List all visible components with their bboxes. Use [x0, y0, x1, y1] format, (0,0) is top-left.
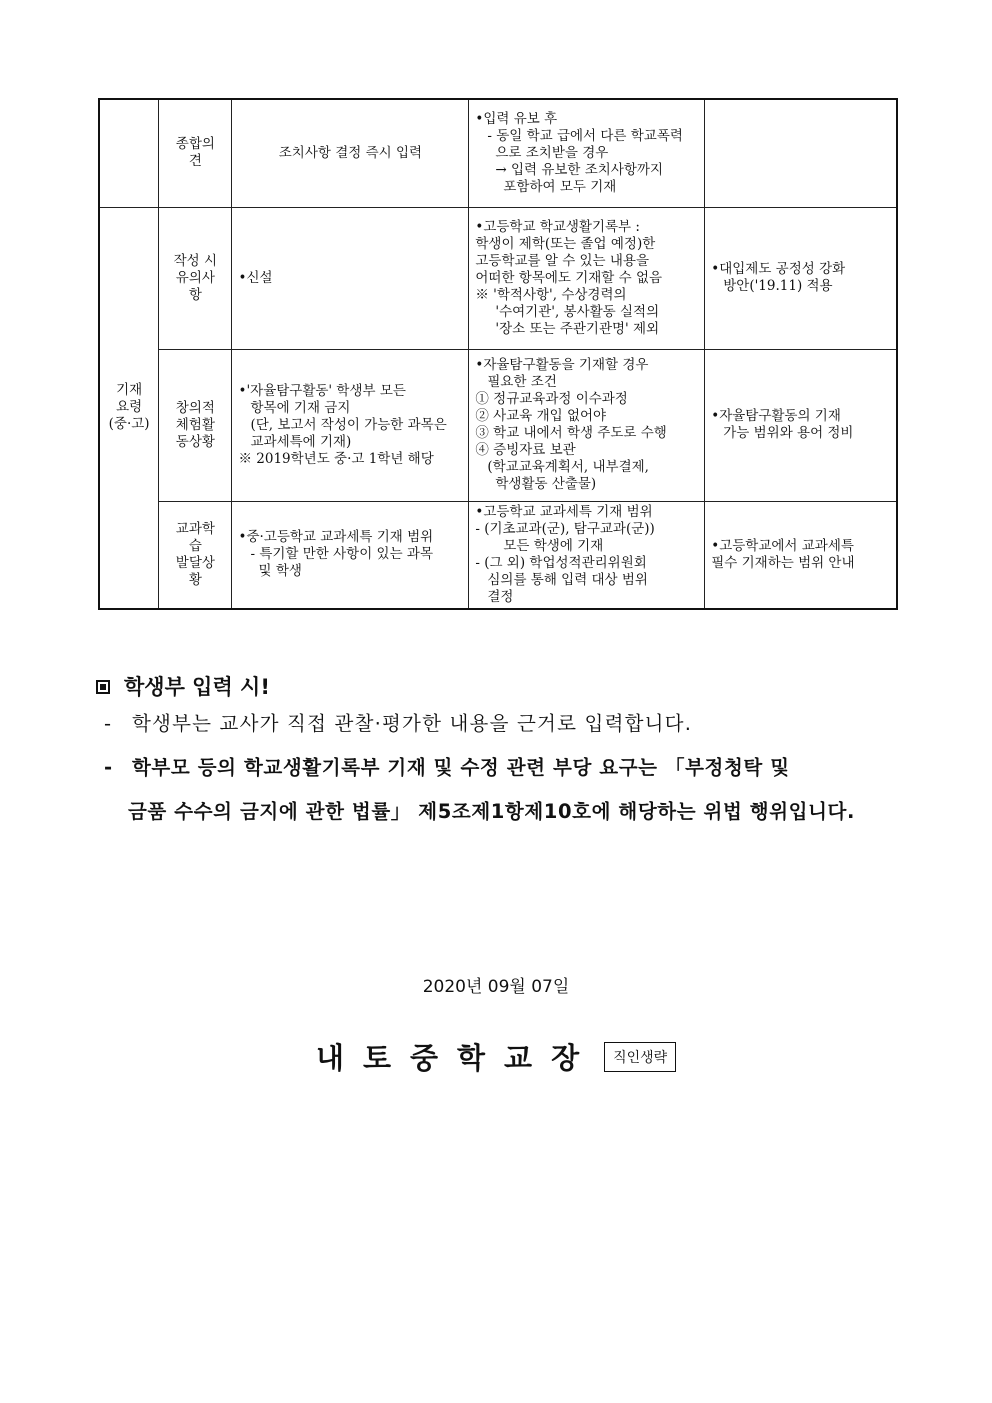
before-cell: •중·고등학교 교과세특 기재 범위 - 특기할 만한 사항이 있는 과목 및 학생 [232, 501, 469, 609]
note-cell: •고등학교에서 교과세특 필수 기재하는 범위 안내 [705, 501, 897, 609]
after-cell: •입력 유보 후 - 동일 학교 급에서 다른 학교폭력 으로 조치받을 경우 → 입력 유보한 조치사항까지 포함하여 모두 기재 [469, 99, 705, 207]
notice-section [96, 672, 916, 834]
after-cell: •고등학교 교과세특 기재 범위 - (기초교과(군), 탐구교과(군)) 모든 학생에 기재 - (그 외) 학업성적관리위원회 심의를 통해 입력 대상 범위 결정 [469, 501, 705, 609]
principal-signature [316, 1036, 676, 1077]
document-date: 2020년 09월 07일 [422, 977, 570, 997]
before-cell: •신설 [232, 207, 469, 349]
note-cell: •대입제도 공정성 강화 방안('19.11) 적용 [705, 207, 897, 349]
after-cell: •고등학교 학교생활기록부 : 학생이 제학(또는 졸업 예정)한 고등학교를 알 수 있는 내용을 어떠한 항목에도 기재할 수 없음 ※ '학적사항', 수상경력의 '수여기관', 봉사활동 실적의 '장소 또는 주관기관명' 제외 [469, 207, 705, 349]
notice-line: 금품 수수의 금지에 관한 법률」 제5조제1항제10호에 해당하는 위법 행위입니다. [128, 800, 856, 823]
table-row [99, 349, 897, 501]
notice-title: 학생부 입력 시! [96, 672, 916, 702]
before-cell: •'자율탐구활동' 학생부 모든 항목에 기재 금지 (단, 보고서 작성이 가능한 과목은 교과세특에 기재) ※ 2019학년도 중·고 1학년 해당 [232, 349, 469, 501]
note-cell: •자율탐구활동의 기재 가능 범위와 용어 정비 [705, 349, 897, 501]
table-row [99, 99, 897, 207]
note-cell [705, 99, 897, 207]
principal-name: 내토중학교장 [316, 1041, 599, 1075]
item-cell: 교과학 습 발달상 황 [159, 501, 232, 609]
table-row [99, 207, 897, 349]
before-cell: 조치사항 결정 즉시 입력 [232, 99, 469, 207]
seal-omitted-box: 직인생략 [604, 1042, 676, 1072]
table-row [99, 501, 897, 609]
group-label-cell: 기재 요령 (중·고) [99, 207, 159, 609]
item-cell: 창의적 체험활 동상황 [159, 349, 232, 501]
notice-line: - 학생부는 교사가 직접 관찰·평가한 내용을 근거로 입력합니다. [104, 712, 693, 735]
item-cell: 종합의 견 [159, 99, 232, 207]
record-guideline-table [98, 98, 898, 610]
after-cell: •자율탐구활동을 기재할 경우 필요한 조건 ① 정규교육과정 이수과정 ② 사교육 개입 없어야 ③ 학교 내에서 학생 주도로 수행 ④ 증빙자료 보관 (학교교육계획서, 내부결제, 학생활동 산출물) [469, 349, 705, 501]
notice-line: - 학부모 등의 학교생활기록부 기재 및 수정 관련 부당 요구는 「부정청탁 및 [104, 756, 790, 779]
square-bullet-icon [96, 680, 110, 694]
category-cell-empty [99, 99, 159, 207]
item-cell: 작성 시 유의사 항 [159, 207, 232, 349]
